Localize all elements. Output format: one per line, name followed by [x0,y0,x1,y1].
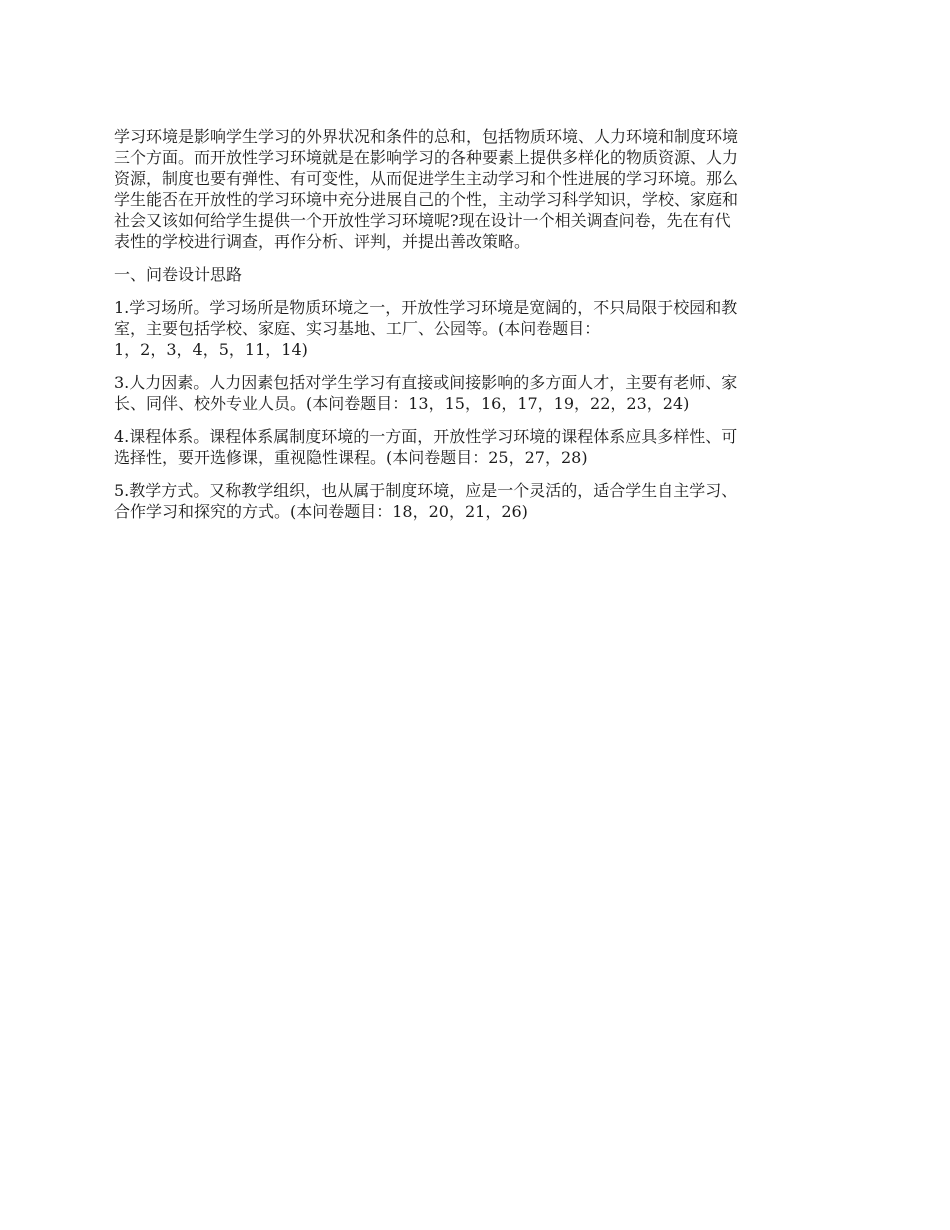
intro-line: 学习环境是影响学生学习的外界状况和条件的总和，包括物质环境、人力环境和制度环境 [114,127,739,146]
item-1-paragraph [114,297,840,360]
item-5-paragraph [114,480,840,522]
item-4-line: 选择性，要开选修课，重视隐性课程。(本问卷题目：25，27，28) [114,448,588,467]
intro-line: 三个方面。而开放性学习环境就是在影响学习的各种要素上提供多样化的物质资源、人力 [114,148,739,167]
section-heading [114,264,840,285]
intro-line: 社会又该如何给学生提供一个开放性学习环境呢?现在设计一个相关调查问卷，先在有代 [114,211,731,230]
item-4-paragraph [114,426,840,468]
item-5-line: 5.教学方式。又称教学组织，也从属于制度环境，应是一个灵活的，适合学生自主学习、 [114,481,738,500]
section-heading-text: 一、问卷设计思路 [114,265,243,284]
item-1-line: 1.学习场所。学习场所是物质环境之一，开放性学习环境是宽阔的，不只局限于校园和教 [114,298,738,317]
item-1-line: 室，主要包括学校、家庭、实习基地、工厂、公园等。(本问卷题目： [114,319,601,338]
item-1-line: 1，2，3，4，5，11，14) [114,340,308,359]
item-3-line: 3.人力因素。人力因素包括对学生学习有直接或间接影响的多方面人才，主要有老师、家 [114,373,738,392]
document-body [114,126,840,534]
intro-paragraph [114,126,840,252]
item-3-paragraph [114,372,840,414]
intro-line: 学生能否在开放性的学习环境中充分进展自己的个性，主动学习科学知识，学校、家庭和 [114,190,739,209]
intro-line: 资源，制度也要有弹性、有可变性，从而促进学生主动学习和个性进展的学习环境。那么 [114,169,739,188]
item-5-line: 合作学习和探究的方式。(本问卷题目：18，20，21，26) [114,502,528,521]
item-3-line: 长、同伴、校外专业人员。(本问卷题目：13，15，16，17，19，22，23，24) [114,394,690,413]
item-4-line: 4.课程体系。课程体系属制度环境的一方面，开放性学习环境的课程体系应具多样性、可 [114,427,738,446]
intro-line: 表性的学校进行调查，再作分析、评判，并提出善改策略。 [114,232,531,251]
